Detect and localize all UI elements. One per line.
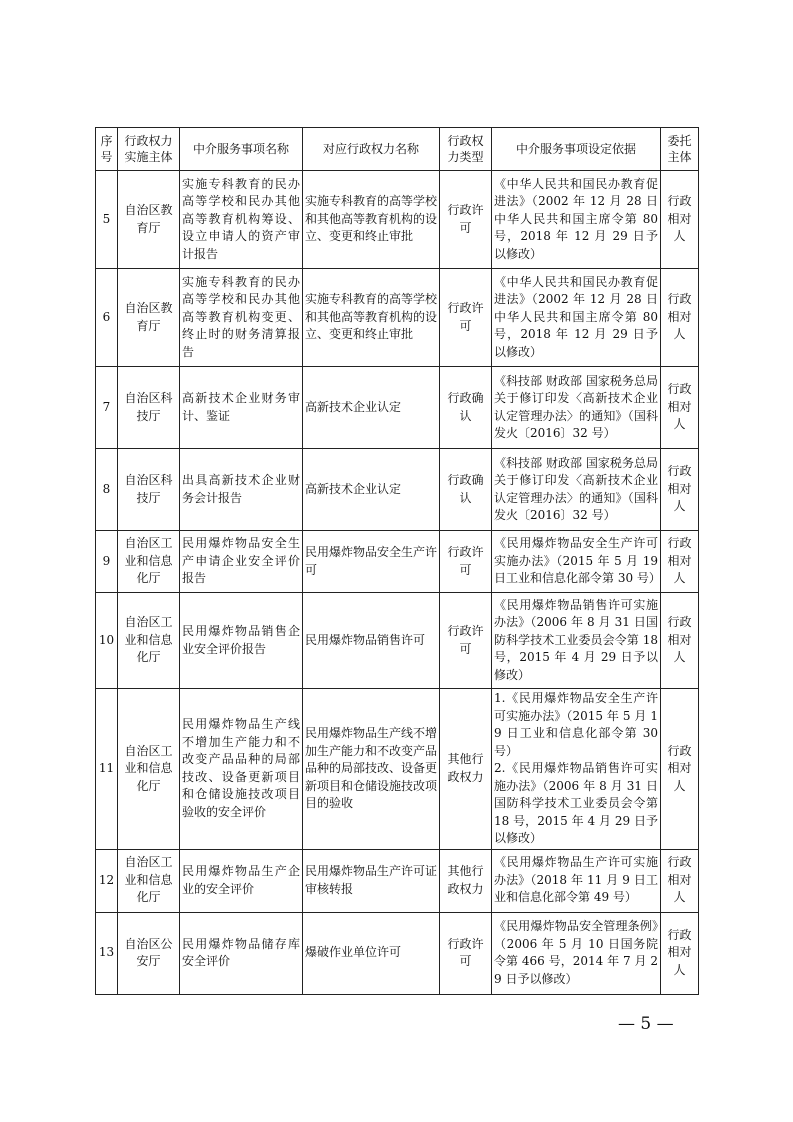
cell-subject: 自治区教育厅 (118, 269, 180, 367)
table-row (96, 449, 699, 531)
cell-seq: 6 (96, 269, 118, 367)
cell-type: 其他行政权力 (440, 849, 492, 912)
cell-basis: 《科技部 财政部 国家税务总局关于修订印发〈高新技术企业认定管理办法〉的通知》（国科发火〔2016〕32 号） (492, 449, 661, 531)
cell-entrust: 行政相对人 (661, 367, 699, 449)
cell-entrust: 行政相对人 (661, 593, 699, 689)
cell-entrust: 行政相对人 (661, 849, 699, 912)
cell-subject: 自治区科技厅 (118, 449, 180, 531)
cell-service: 实施专科教育的民办高等学校和民办其他高等教育机构筹设、设立申请人的资产审计报告 (180, 171, 303, 269)
header-entrust: 委托主体 (661, 128, 699, 171)
cell-basis: 1.《民用爆炸物品安全生产许可实施办法》（2015 年 5 月 19 日工业和信息化部令第 30 号） 2.《民用爆炸物品销售许可实施办法》（2006 年 8 月 31 日国防科学技术工业委员会令第 18 号，2015 年 4 月 29 日予以修改） (492, 689, 661, 850)
table-row (96, 849, 699, 912)
header-service: 中介服务事项名称 (180, 128, 303, 171)
cell-power: 实施专科教育的高等学校和其他高等教育机构的设立、变更和终止审批 (303, 269, 440, 367)
cell-basis: 《民用爆炸物品安全生产许可实施办法》（2015 年 5 月 19 日工业和信息化部令第 30 号） (492, 531, 661, 593)
cell-subject: 自治区工业和信息化厅 (118, 689, 180, 850)
cell-power: 民用爆炸物品销售许可 (303, 593, 440, 689)
table-row (96, 531, 699, 593)
cell-seq: 13 (96, 912, 118, 994)
cell-basis: 《科技部 财政部 国家税务总局关于修订印发〈高新技术企业认定管理办法〉的通知》（国科发火〔2016〕32 号） (492, 367, 661, 449)
cell-power: 实施专科教育的高等学校和其他高等教育机构的设立、变更和终止审批 (303, 171, 440, 269)
cell-type: 行政许可 (440, 593, 492, 689)
table-row (96, 912, 699, 994)
cell-basis: 《中华人民共和国民办教育促进法》（2002 年 12 月 28 日中华人民共和国主席令第 80 号，2018 年 12 月 29 日予以修改） (492, 269, 661, 367)
cell-type: 行政许可 (440, 912, 492, 994)
cell-service: 高新技术企业财务审计、鉴证 (180, 367, 303, 449)
table-row (96, 689, 699, 850)
cell-seq: 10 (96, 593, 118, 689)
cell-subject: 自治区公安厅 (118, 912, 180, 994)
cell-type: 行政确认 (440, 449, 492, 531)
cell-power: 高新技术企业认定 (303, 367, 440, 449)
cell-basis: 《民用爆炸物品生产许可实施办法》（2018 年 11 月 9 日工业和信息化部令第 49 号） (492, 849, 661, 912)
cell-seq: 9 (96, 531, 118, 593)
cell-entrust: 行政相对人 (661, 171, 699, 269)
cell-type: 其他行政权力 (440, 689, 492, 850)
cell-subject: 自治区工业和信息化厅 (118, 849, 180, 912)
cell-subject: 自治区教育厅 (118, 171, 180, 269)
header-basis: 中介服务事项设定依据 (492, 128, 661, 171)
cell-basis: 《民用爆炸物品安全管理条例》（2006 年 5 月 10 日国务院令第 466 号，2014 年 7 月 29 日予以修改） (492, 912, 661, 994)
cell-type: 行政许可 (440, 269, 492, 367)
cell-service: 民用爆炸物品销售企业安全评价报告 (180, 593, 303, 689)
cell-seq: 11 (96, 689, 118, 850)
cell-subject: 自治区工业和信息化厅 (118, 531, 180, 593)
table-row (96, 171, 699, 269)
cell-power: 民用爆炸物品安全生产许可 (303, 531, 440, 593)
cell-type: 行政许可 (440, 171, 492, 269)
cell-type: 行政确认 (440, 367, 492, 449)
cell-service: 民用爆炸物品储存库安全评价 (180, 912, 303, 994)
cell-entrust: 行政相对人 (661, 531, 699, 593)
service-items-table (95, 127, 699, 995)
cell-seq: 8 (96, 449, 118, 531)
header-subject: 行政权力实施主体 (118, 128, 180, 171)
cell-entrust: 行政相对人 (661, 912, 699, 994)
cell-entrust: 行政相对人 (661, 689, 699, 850)
cell-type: 行政许可 (440, 531, 492, 593)
cell-power: 民用爆炸物品生产许可证审核转报 (303, 849, 440, 912)
cell-entrust: 行政相对人 (661, 449, 699, 531)
cell-service: 民用爆炸物品安全生产申请企业安全评价报告 (180, 531, 303, 593)
cell-entrust: 行政相对人 (661, 269, 699, 367)
cell-seq: 5 (96, 171, 118, 269)
table-row (96, 367, 699, 449)
cell-service: 民用爆炸物品生产企业的安全评价 (180, 849, 303, 912)
table-row (96, 269, 699, 367)
cell-subject: 自治区工业和信息化厅 (118, 593, 180, 689)
cell-service: 出具高新技术企业财务会计报告 (180, 449, 303, 531)
header-power: 对应行政权力名称 (303, 128, 440, 171)
cell-seq: 12 (96, 849, 118, 912)
header-seq: 序号 (96, 128, 118, 171)
cell-power: 爆破作业单位许可 (303, 912, 440, 994)
cell-service: 民用爆炸物品生产线不增加生产能力和不改变产品品种的局部技改、设备更新项目和仓储设施技改项目验收的安全评价 (180, 689, 303, 850)
header-row (96, 128, 699, 171)
header-type: 行政权力类型 (440, 128, 492, 171)
cell-power: 高新技术企业认定 (303, 449, 440, 531)
cell-basis: 《民用爆炸物品销售许可实施办法》（2006 年 8 月 31 日国防科学技术工业委员会令第 18 号，2015 年 4 月 29 日予以修改） (492, 593, 661, 689)
page-number: — 5 — (618, 1014, 674, 1034)
table-row (96, 593, 699, 689)
cell-subject: 自治区科技厅 (118, 367, 180, 449)
cell-power: 民用爆炸物品生产线不增加生产能力和不改变产品品种的局部技改、设备更新项目和仓储设施技改项目的验收 (303, 689, 440, 850)
cell-service: 实施专科教育的民办高等学校和民办其他高等教育机构变更、终止时的财务清算报告 (180, 269, 303, 367)
cell-basis: 《中华人民共和国民办教育促进法》（2002 年 12 月 28 日中华人民共和国主席令第 80 号，2018 年 12 月 29 日予以修改） (492, 171, 661, 269)
cell-seq: 7 (96, 367, 118, 449)
